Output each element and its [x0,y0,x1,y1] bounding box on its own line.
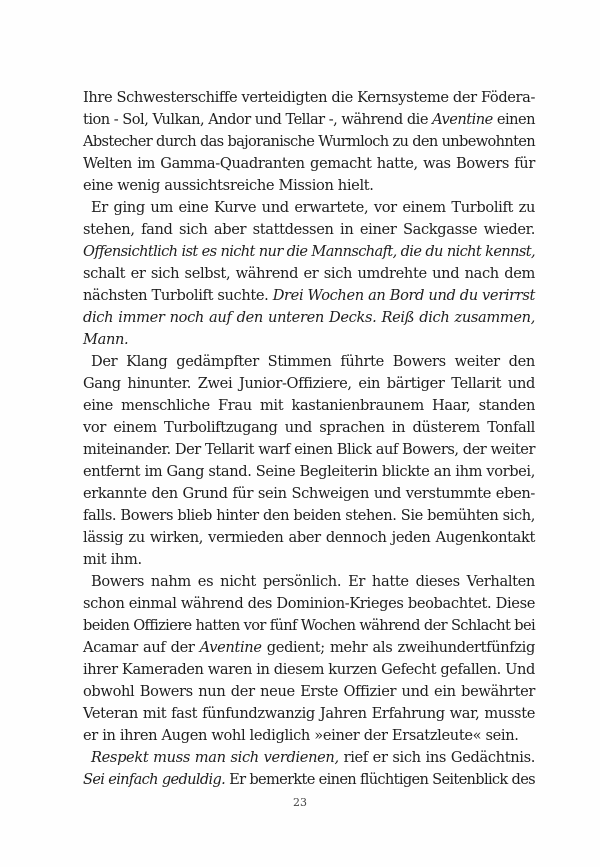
text-run: gedient; mehr als zweihundertfünfzig [261,639,535,656]
text-line [83,175,535,197]
text-run: nächsten Turbolift suchte. [83,287,273,304]
body-text [83,87,535,791]
italic-text: dich immer noch auf den unteren Decks. Reiß dich zusammen, [83,309,535,326]
paragraph [83,87,535,197]
text-run: Ihre Schwesterschiffe verteidigten die Kernsysteme der Födera- [83,89,535,106]
text-line [83,285,535,307]
text-line [83,725,535,747]
text-run: lässig zu wirken, vermieden aber dennoch jeden Augenkontakt [83,529,535,546]
text-line [83,527,535,549]
text-line [83,483,535,505]
text-line [83,747,535,769]
text-line [83,351,535,373]
italic-text: Sei einfach geduldig. [83,771,226,788]
text-line [83,131,535,153]
text-line [83,615,535,637]
text-run: Abstecher durch das bajoranische Wurmloch zu den unbewohnten [83,133,535,150]
text-run: obwohl Bowers nun der neue Erste Offizier und ein bewährter [83,683,535,700]
text-line [83,703,535,725]
text-run: er in ihren Augen wohl lediglich »einer der Ersatzleute« sein. [83,727,519,744]
text-line [83,241,535,263]
text-run: rief er sich ins Gedächtnis. [338,749,535,766]
text-run: ihrer Kameraden waren in diesem kurzen Gefecht gefallen. Und [83,661,535,678]
text-run: Acamar auf der [83,639,200,656]
text-run: miteinander. Der Tellarit warf einen Blick auf Bowers, der weiter [83,441,535,458]
text-run: mit ihm. [83,551,142,568]
text-line [83,417,535,439]
text-line [83,307,535,329]
text-run: eine wenig aussichtsreiche Mission hielt. [83,177,374,194]
paragraph [83,571,535,747]
text-run: tion - Sol, Vulkan, Andor und Tellar -, während die [83,111,433,128]
text-line [83,329,535,351]
text-run: erkannte den Grund für sein Schweigen und verstummte eben- [83,485,535,502]
text-run: beiden Offiziere hatten vor fünf Wochen während der Schlacht bei [83,617,535,634]
italic-text: Aventine [432,111,493,128]
text-line [83,461,535,483]
text-line [83,373,535,395]
italic-text: Drei Wochen an Bord und du verirrst [272,287,536,304]
text-line [83,153,535,175]
text-line [83,769,535,791]
text-run: Er bemerkte einen flüchtigen Seitenblick des [225,771,535,788]
italic-text: Offensichtlich ist es nicht nur die Mannschaft, die du nicht kennst, [83,243,535,260]
text-run: Gang hinunter. Zwei Junior-Offiziere, ein bärtiger Tellarit und [83,375,535,392]
text-run: Bowers nahm es nicht persönlich. Er hatte dieses Verhalten [91,573,535,590]
text-run: schalt er sich selbst, während er sich umdrehte und nach dem [83,265,535,282]
text-run: Er ging um eine Kurve und erwartete, vor einem Turbolift zu [91,199,535,216]
text-line [83,505,535,527]
paragraph [83,351,535,571]
text-run: Welten im Gamma-Quadranten gemacht hatte, was Bowers für [83,155,535,172]
text-line [83,219,535,241]
text-run: Der Klang gedämpfter Stimmen führte Bowers weiter den [91,353,535,370]
text-run: Veteran mit fast fünfundzwanzig Jahren Erfahrung war, musste [83,705,535,722]
text-line [83,571,535,593]
text-line [83,439,535,461]
italic-text: Aventine [199,639,262,656]
text-line [83,87,535,109]
text-line [83,395,535,417]
text-line [83,681,535,703]
paragraph [83,747,535,791]
paragraph [83,197,535,351]
text-line [83,109,535,131]
text-run: eine menschliche Frau mit kastanienbraunem Haar, standen [83,397,535,414]
italic-text: Mann. [83,331,129,348]
page-number: 23 [293,796,307,809]
text-line [83,197,535,219]
text-run: einen [492,111,535,128]
text-run: schon einmal während des Dominion-Krieges beobachtet. Diese [83,595,535,612]
text-line [83,593,535,615]
italic-text: Respekt muss man sich verdienen, [91,749,339,766]
text-run: falls. Bowers blieb hinter den beiden stehen. Sie bemühten sich, [83,507,535,524]
text-line [83,637,535,659]
text-run: entfernt im Gang stand. Seine Begleiterin blickte an ihm vorbei, [83,463,535,480]
text-run: vor einem Turboliftzugang und sprachen in düsterem Tonfall [83,419,535,436]
text-line [83,549,535,571]
text-line [83,659,535,681]
text-line [83,263,535,285]
text-run: stehen, fand sich aber stattdessen in einer Sackgasse wieder. [83,221,535,238]
